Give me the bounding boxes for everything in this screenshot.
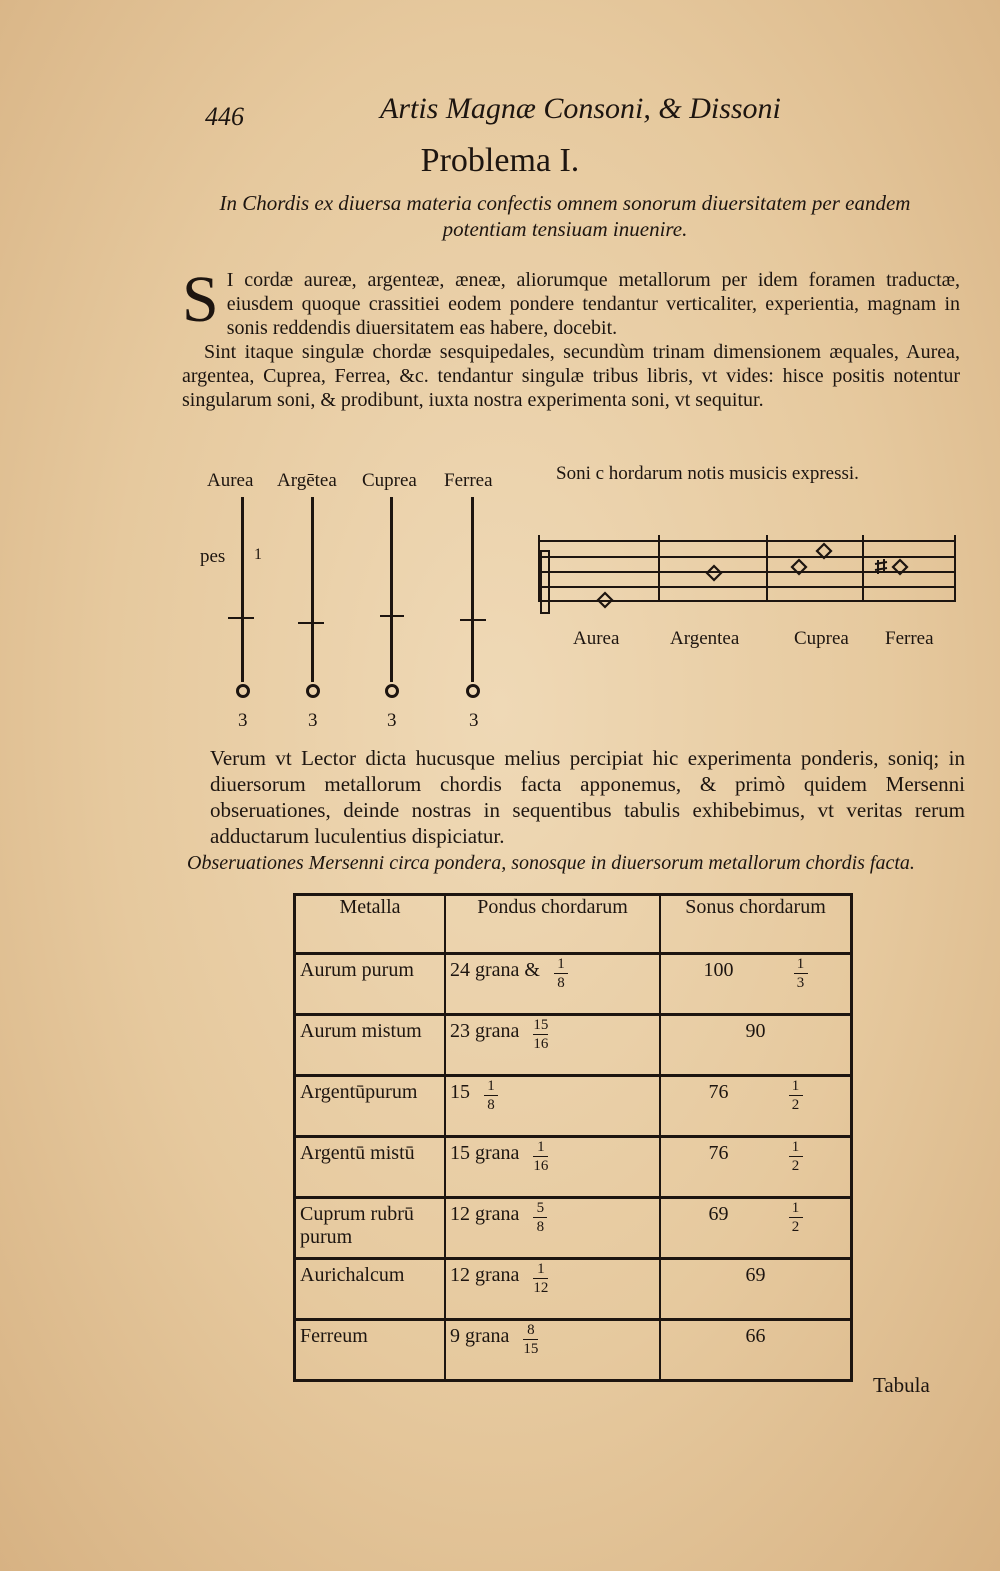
table-header-row bbox=[295, 895, 852, 954]
running-head: Artis Magnæ Consoni, & Dissoni bbox=[380, 92, 781, 125]
mersenni-table bbox=[293, 893, 853, 1382]
intro-text: I cordæ aureæ, argenteæ, æneæ, aliorumque metallorum per idem foramen traductæ, eiusdem quoque crassitiei eodem pondere tendantur verticaliter, experientia, magnam in sonis reddendis diuersitatem eas habere, docebit. bbox=[226, 269, 960, 339]
weight-value: 3 bbox=[469, 710, 479, 731]
pondus-value: 12 grana bbox=[450, 1203, 520, 1225]
sonus-value: 66 bbox=[745, 1325, 766, 1347]
fraction-denominator: 2 bbox=[791, 1097, 800, 1113]
weight-ring bbox=[385, 684, 399, 698]
weight-ring bbox=[306, 684, 320, 698]
pondus-cell bbox=[445, 954, 660, 1015]
fraction-denominator: 2 bbox=[791, 1219, 800, 1235]
fraction-denominator: 8 bbox=[557, 975, 565, 991]
pondus-fraction bbox=[533, 1016, 548, 1053]
string-label-aurea: Aurea bbox=[207, 470, 254, 491]
header-metalla: Metalla bbox=[295, 895, 446, 954]
string-tick bbox=[228, 617, 254, 619]
string-label-argentea: Argētea bbox=[277, 470, 337, 491]
string-label-cuprea: Cuprea bbox=[362, 470, 417, 491]
pondus-cell bbox=[445, 1076, 660, 1137]
pondus-cell bbox=[445, 1137, 660, 1198]
header-pondus: Pondus chordarum bbox=[445, 895, 660, 954]
weight-ring bbox=[466, 684, 480, 698]
pondus-fraction bbox=[554, 955, 568, 992]
pondus-value: 12 grana bbox=[450, 1264, 520, 1286]
catchword: Tabula bbox=[873, 1373, 930, 1397]
sonus-cell bbox=[660, 1015, 852, 1076]
string-argentea bbox=[311, 497, 314, 682]
pondus-cell bbox=[445, 1320, 660, 1381]
sonus-fraction bbox=[794, 955, 808, 992]
weight-ring bbox=[236, 684, 250, 698]
fraction-numerator: 1 bbox=[789, 1199, 803, 1218]
sonus-cell bbox=[660, 1137, 852, 1198]
bar-line bbox=[862, 535, 864, 602]
sonus-cell bbox=[660, 1320, 852, 1381]
page-number: 446 bbox=[205, 102, 244, 131]
metal-cell: Argentūpurum bbox=[295, 1076, 446, 1137]
pondus-value: 15 grana bbox=[450, 1142, 520, 1164]
string-tick bbox=[380, 615, 404, 617]
sonus-fraction bbox=[789, 1077, 803, 1114]
pondus-value: 15 bbox=[450, 1081, 470, 1103]
metal-cell: Aurichalcum bbox=[295, 1259, 446, 1320]
table-caption: Obseruationes Mersenni circa pondera, sonosque in diuersorum metallorum chordis facta. bbox=[187, 852, 915, 874]
weight-value: 3 bbox=[238, 710, 248, 731]
note-cuprea-upper-icon bbox=[815, 542, 833, 560]
fraction-numerator: 8 bbox=[523, 1321, 538, 1340]
sonus-value: 69 bbox=[708, 1203, 729, 1225]
sharp-icon bbox=[872, 558, 890, 576]
table-row bbox=[295, 1137, 852, 1198]
fraction-denominator: 16 bbox=[533, 1158, 549, 1174]
fraction-denominator: 3 bbox=[796, 975, 805, 991]
note-ferrea-icon bbox=[891, 558, 909, 576]
fraction-numerator: 1 bbox=[554, 955, 568, 974]
sonus-cell bbox=[660, 1259, 852, 1320]
pondus-fraction bbox=[523, 1321, 538, 1358]
fraction-numerator: 1 bbox=[789, 1138, 803, 1157]
sonus-value: 76 bbox=[708, 1081, 729, 1103]
table-row bbox=[295, 1076, 852, 1137]
fraction-denominator: 2 bbox=[791, 1158, 800, 1174]
sonus-fraction bbox=[789, 1138, 803, 1175]
staff-line bbox=[538, 586, 956, 588]
sonus-value: 100 bbox=[703, 959, 734, 981]
intro-text-continued: Sint itaque singulæ chordæ sesquipedales, secundùm trinam dimensionem æquales, Aurea, argentea, Cuprea, Ferrea, &c. tendantur singulæ tribus libris, vt vides: hisce positis notentur singularum soni, & prodibunt, iuxta nostra experimenta soni, vt sequitur. bbox=[182, 341, 960, 411]
fraction-numerator: 1 bbox=[484, 1077, 498, 1096]
metal-cell: Ferreum bbox=[295, 1320, 446, 1381]
fraction-denominator: 15 bbox=[523, 1341, 539, 1357]
sonus-value: 76 bbox=[708, 1142, 729, 1164]
intro-paragraph bbox=[182, 263, 960, 412]
string-ferrea bbox=[471, 497, 474, 682]
metal-cell: Aurum mistum bbox=[295, 1015, 446, 1076]
fraction-denominator: 12 bbox=[533, 1280, 549, 1296]
pondus-cell bbox=[445, 1259, 660, 1320]
pondus-fraction bbox=[533, 1199, 547, 1236]
sonus-value: 69 bbox=[745, 1264, 766, 1286]
staff-line bbox=[538, 540, 956, 542]
metal-cell: Aurum purum bbox=[295, 954, 446, 1015]
sonus-fraction bbox=[789, 1199, 803, 1236]
bar-line bbox=[538, 535, 540, 602]
pondus-value: 23 grana bbox=[450, 1020, 520, 1042]
note-cuprea-icon bbox=[790, 558, 808, 576]
problem-title: Problema I. bbox=[420, 142, 580, 179]
fraction-numerator: 5 bbox=[533, 1199, 547, 1218]
fraction-denominator: 8 bbox=[536, 1219, 545, 1235]
string-tick bbox=[460, 619, 486, 621]
note-label-aurea: Aurea bbox=[573, 628, 620, 649]
problem-subtitle: In Chordis ex diuersa materia confectis omnem sonorum diuersitatem per eandem potentiam tensiuam inuenire. bbox=[219, 191, 911, 241]
fraction-numerator: 1 bbox=[533, 1260, 548, 1279]
bar-line bbox=[766, 535, 768, 602]
table-row bbox=[295, 1198, 852, 1259]
sonus-cell bbox=[660, 1198, 852, 1259]
drop-cap: S bbox=[182, 263, 219, 336]
pondus-cell bbox=[445, 1198, 660, 1259]
weight-value: 3 bbox=[387, 710, 397, 731]
pes-value: 1 bbox=[254, 546, 262, 563]
pondus-fraction bbox=[533, 1260, 548, 1297]
bar-line bbox=[658, 535, 660, 602]
bar-line bbox=[954, 535, 956, 602]
note-label-ferrea: Ferrea bbox=[885, 628, 934, 649]
fraction-numerator: 1 bbox=[789, 1077, 803, 1096]
metal-cell: Cuprum rubrū purum bbox=[295, 1198, 446, 1259]
note-aurea-icon bbox=[596, 591, 614, 609]
note-label-argentea: Argentea bbox=[670, 628, 740, 649]
pondus-value: 24 grana & bbox=[450, 959, 540, 981]
pondus-value: 9 grana bbox=[450, 1325, 510, 1347]
string-aurea bbox=[241, 497, 244, 682]
sonus-value: 90 bbox=[745, 1020, 766, 1042]
sonus-cell bbox=[660, 1076, 852, 1137]
sonus-cell bbox=[660, 954, 852, 1015]
fraction-numerator: 1 bbox=[533, 1138, 548, 1157]
note-label-cuprea: Cuprea bbox=[794, 628, 849, 649]
fraction-numerator: 1 bbox=[794, 955, 808, 974]
notation-caption: Soni c hordarum notis musicis expressi. bbox=[556, 463, 859, 484]
table-row bbox=[295, 954, 852, 1015]
pondus-fraction bbox=[484, 1077, 498, 1114]
fraction-denominator: 8 bbox=[487, 1097, 495, 1113]
weight-value: 3 bbox=[308, 710, 318, 731]
table-row bbox=[295, 1259, 852, 1320]
string-label-ferrea: Ferrea bbox=[444, 470, 493, 491]
header-sonus: Sonus chordarum bbox=[685, 896, 826, 918]
experiment-paragraph: Verum vt Lector dicta hucusque melius percipiat hic experimenta ponderis, soniq; in diuersorum metallorum chordis facta apponemus, & primò quidem Mersenni obseruationes, deinde nostras in sequentibus tabulis exhibebimus, vt veritas rerum adductarum luculentius dispiciatur. bbox=[210, 746, 965, 848]
string-cuprea bbox=[390, 497, 393, 682]
table-row bbox=[295, 1320, 852, 1381]
table-row bbox=[295, 1015, 852, 1076]
string-tick bbox=[298, 622, 324, 624]
pondus-cell bbox=[445, 1015, 660, 1076]
fraction-denominator: 16 bbox=[533, 1036, 549, 1052]
metal-cell: Argentū mistū bbox=[295, 1137, 446, 1198]
pondus-fraction bbox=[533, 1138, 548, 1175]
clef-icon bbox=[540, 550, 550, 614]
fraction-numerator: 15 bbox=[533, 1017, 549, 1033]
note-argentea-icon bbox=[705, 564, 723, 582]
pes-label: pes bbox=[200, 546, 226, 567]
